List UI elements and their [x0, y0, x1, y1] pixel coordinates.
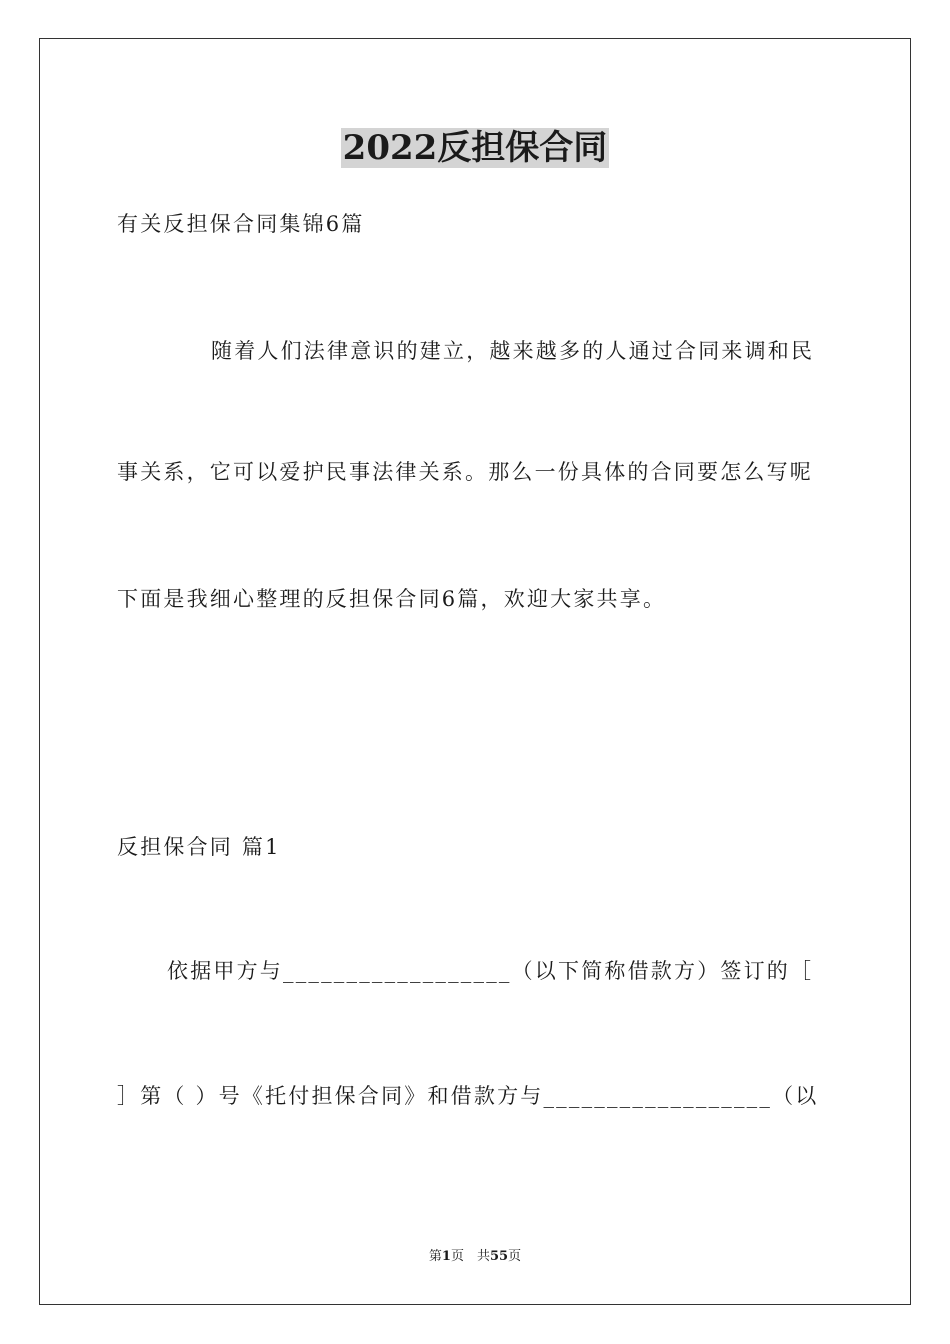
footer-page-current: 1 [441, 1249, 451, 1264]
section-heading: 反担保合同 篇1 [117, 835, 281, 859]
body-line-2: ］第（ ）号《托付担保合同》和借款方与__________________（以 [117, 1084, 819, 1108]
document-subtitle: 有关反担保合同集锦6篇 [117, 212, 365, 236]
footer-page-total: 55 [489, 1249, 509, 1264]
footer-mid: 页 共 [450, 1249, 490, 1264]
footer-suffix: 页 [508, 1249, 522, 1264]
footer-prefix: 第 [428, 1249, 442, 1264]
document-title [0, 126, 950, 170]
intro-line-1: 随着人们法律意识的建立，越来越多的人通过合同来调和民 [211, 339, 815, 363]
body-line-1: 依据甲方与__________________（以下简称借款方）签订的［ [167, 959, 814, 983]
document-title-text: 2022反担保合同 [342, 128, 608, 168]
intro-line-2: 事关系，它可以爱护民事法律关系。那么一份具体的合同要怎么写呢 [117, 460, 813, 484]
intro-line-3: 下面是我细心整理的反担保合同6篇，欢迎大家共享。 [117, 587, 667, 611]
page-footer [0, 1248, 950, 1266]
